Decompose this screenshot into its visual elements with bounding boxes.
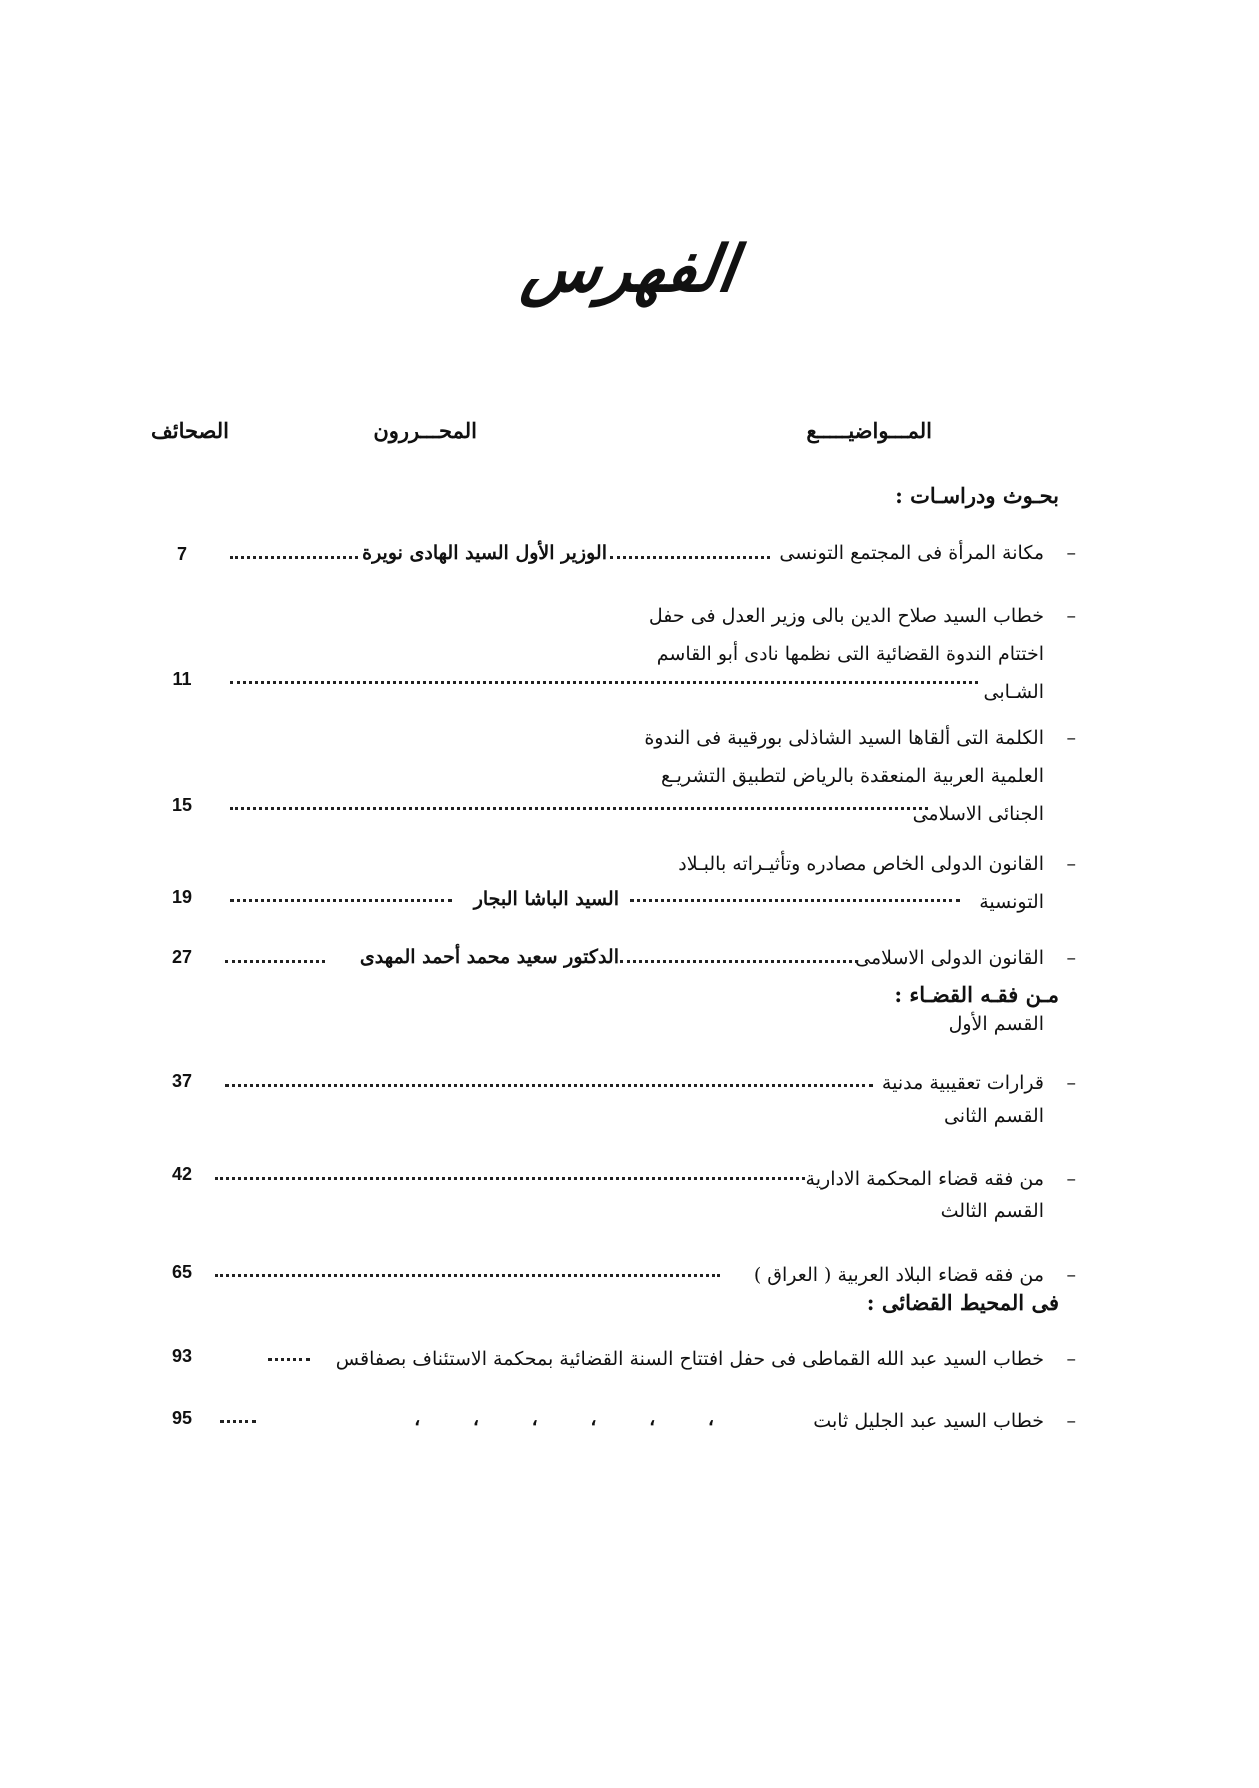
entry-title-line: الجنائى الاسلامى (912, 803, 1044, 825)
page-number: 11 (172, 669, 192, 689)
part-label: القسم الثالث (940, 1200, 1044, 1222)
column-header-topics: المـــواضيـــــع (806, 418, 932, 443)
page-number: 19 (171, 887, 193, 907)
page-title: الفهرس (517, 232, 742, 307)
page-number: 7 (176, 544, 187, 564)
entry-title: من فقه قضاء المحكمة الادارية (805, 1168, 1044, 1190)
entry-title: خطاب السيد عبد الله القماطى فى حفل افتتاح السنة القضائية بمحكمة الاستئناف بصفاقس (335, 1348, 1044, 1370)
entry-title-line: القانون الدولى الخاص مصادره وتأثيـراته بالبـلاد (678, 853, 1044, 875)
part-label: القسم الأول (948, 1013, 1044, 1035)
page-number: 15 (171, 795, 193, 815)
leader-dots (630, 897, 960, 902)
page-number: 95 (171, 1408, 193, 1428)
page-number: 27 (171, 947, 193, 967)
entry-title-line: التونسية (979, 891, 1044, 913)
ditto-marks: ، ، ، ، ، ، (414, 1408, 714, 1430)
list-dash: – (1066, 853, 1076, 875)
list-dash: – (1066, 1264, 1076, 1286)
entry-title-line: خطاب السيد صلاح الدين بالى وزير العدل فى حفل (648, 605, 1044, 627)
entry-author: الوزير الأول السيد الهادى نويرة (362, 542, 607, 564)
leader-dots (230, 897, 452, 902)
leader-dots (230, 554, 358, 559)
leader-dots (215, 1272, 720, 1277)
leader-dots (230, 679, 978, 684)
leader-dots (225, 1082, 873, 1087)
entry-title: من فقه قضاء البلاد العربية ( العراق ) (753, 1264, 1044, 1286)
list-dash: – (1066, 1410, 1076, 1432)
section-heading-jurisprudence: مـن فقـه القضـاء : (894, 982, 1059, 1007)
part-label: القسم الثانى (943, 1105, 1044, 1127)
leader-dots (268, 1356, 310, 1361)
leader-dots (220, 1418, 256, 1423)
page-number: 65 (171, 1262, 193, 1282)
list-dash: – (1066, 542, 1076, 564)
page-number: 42 (171, 1164, 193, 1184)
entry-title-line: الشـابى (983, 681, 1044, 703)
list-dash: – (1066, 727, 1076, 749)
entry-title: القانون الدولى الاسلامى (855, 947, 1044, 969)
entry-title-line: الكلمة التى ألقاها السيد الشاذلى بورقيبة فى الندوة (644, 727, 1044, 749)
entry-title: خطاب السيد عبد الجليل ثابت (813, 1410, 1044, 1432)
entry-author: السيد الباشا البجار (473, 888, 619, 910)
column-header-pages: الصحائف (151, 418, 229, 443)
leader-dots (225, 958, 325, 963)
entry-title-line: العلمية العربية المنعقدة بالرياض لتطبيق التشريـع (660, 765, 1044, 787)
list-dash: – (1066, 947, 1076, 969)
entry-author: الدكتور سعيد محمد أحمد المهدى (359, 946, 619, 968)
list-dash: – (1066, 1072, 1076, 1094)
leader-dots (620, 958, 858, 963)
entry-title-line: اختتام الندوة القضائية التى نظمها نادى أبو القاسم (656, 643, 1044, 665)
leader-dots (215, 1175, 805, 1180)
page-number: 37 (171, 1071, 193, 1091)
list-dash: – (1066, 1348, 1076, 1370)
section-heading-research: بحـوث ودراسـات : (895, 483, 1059, 508)
column-header-editors: المحـــررون (373, 418, 477, 443)
leader-dots (610, 554, 770, 559)
page-number: 93 (171, 1346, 193, 1366)
entry-title: مكانة المرأة فى المجتمع التونسى (779, 542, 1044, 564)
list-dash: – (1066, 1168, 1076, 1190)
entry-title: قرارات تعقيبية مدنية (881, 1072, 1044, 1094)
list-dash: – (1066, 605, 1076, 627)
section-heading-milieu: فى المحيط القضائى : (866, 1290, 1059, 1315)
leader-dots (230, 805, 928, 810)
